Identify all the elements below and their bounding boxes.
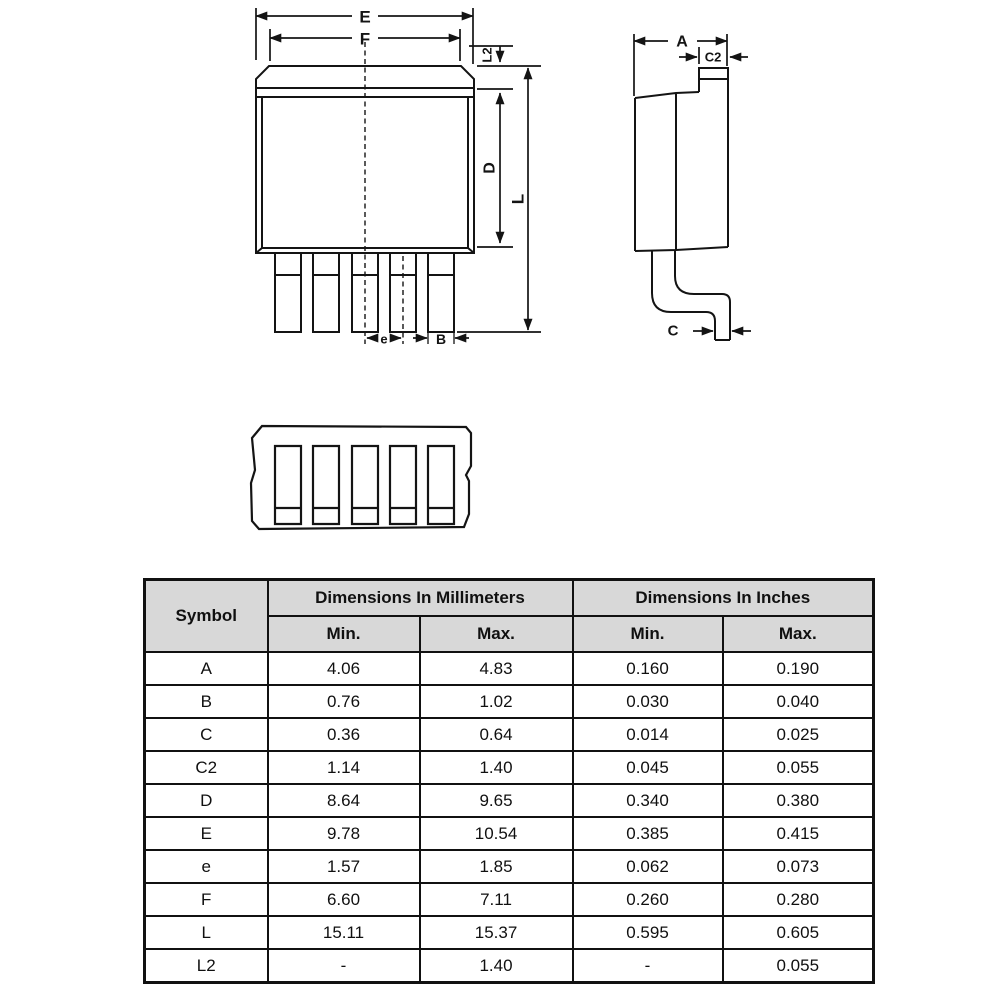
slot-4 bbox=[390, 446, 416, 524]
mm-max-cell: 7.11 bbox=[420, 883, 573, 916]
table-row bbox=[145, 784, 874, 817]
in-min-cell: 0.385 bbox=[573, 817, 723, 850]
table-row bbox=[145, 916, 874, 949]
header-in-min: Min. bbox=[573, 616, 723, 652]
table-row bbox=[145, 883, 874, 916]
mm-max-cell: 1.85 bbox=[420, 850, 573, 883]
dimensions-table-wrap bbox=[143, 578, 872, 984]
header-in-group: Dimensions In Inches bbox=[573, 580, 874, 616]
dim-C2 bbox=[679, 47, 748, 65]
side-body-outline bbox=[635, 92, 728, 251]
in-max-cell: 0.040 bbox=[723, 685, 874, 718]
mm-min-cell: 1.57 bbox=[268, 850, 420, 883]
mm-max-cell: 10.54 bbox=[420, 817, 573, 850]
dim-e bbox=[367, 332, 401, 347]
header-symbol: Symbol bbox=[145, 580, 268, 652]
dim-label-F: F bbox=[359, 29, 371, 49]
table-row bbox=[145, 652, 874, 685]
in-min-cell: 0.045 bbox=[573, 751, 723, 784]
bottom-view bbox=[251, 426, 471, 529]
header-mm-group: Dimensions In Millimeters bbox=[268, 580, 573, 616]
in-max-cell: 0.605 bbox=[723, 916, 874, 949]
dim-label-e: e bbox=[380, 331, 388, 347]
slot-5 bbox=[428, 446, 454, 524]
in-max-cell: 0.055 bbox=[723, 751, 874, 784]
dim-L2 bbox=[469, 46, 513, 63]
dim-label-A: A bbox=[676, 33, 688, 51]
in-min-cell: 0.030 bbox=[573, 685, 723, 718]
bottom-view-outline bbox=[251, 426, 471, 529]
table-row bbox=[145, 817, 874, 850]
in-min-cell: 0.062 bbox=[573, 850, 723, 883]
mm-min-cell: 0.36 bbox=[268, 718, 420, 751]
in-min-cell: 0.260 bbox=[573, 883, 723, 916]
symbol-cell: F bbox=[145, 883, 268, 916]
dim-label-E: E bbox=[359, 7, 371, 27]
in-min-cell: - bbox=[573, 949, 723, 983]
mm-max-cell: 0.64 bbox=[420, 718, 573, 751]
mm-min-cell: 15.11 bbox=[268, 916, 420, 949]
dim-L bbox=[457, 66, 541, 332]
front-view bbox=[256, 8, 541, 348]
pin-2 bbox=[313, 253, 339, 332]
header-mm-min: Min. bbox=[268, 616, 420, 652]
symbol-cell: L bbox=[145, 916, 268, 949]
mm-min-cell: 4.06 bbox=[268, 652, 420, 685]
in-max-cell: 0.190 bbox=[723, 652, 874, 685]
symbol-cell: L2 bbox=[145, 949, 268, 983]
symbol-cell: B bbox=[145, 685, 268, 718]
mm-min-cell: 1.14 bbox=[268, 751, 420, 784]
in-max-cell: 0.055 bbox=[723, 949, 874, 983]
symbol-cell: C bbox=[145, 718, 268, 751]
slot-3 bbox=[352, 446, 378, 524]
pin-1 bbox=[275, 253, 301, 332]
table-row bbox=[145, 850, 874, 883]
in-max-cell: 0.280 bbox=[723, 883, 874, 916]
symbol-cell: C2 bbox=[145, 751, 268, 784]
in-max-cell: 0.025 bbox=[723, 718, 874, 751]
in-min-cell: 0.160 bbox=[573, 652, 723, 685]
mm-min-cell: - bbox=[268, 949, 420, 983]
dim-A bbox=[634, 34, 727, 97]
dim-label-B: B bbox=[435, 331, 447, 347]
slot-2 bbox=[313, 446, 339, 524]
header-mm-max: Max. bbox=[420, 616, 573, 652]
table-row bbox=[145, 949, 874, 983]
dim-F bbox=[270, 29, 460, 61]
dim-D bbox=[477, 89, 513, 247]
dim-B bbox=[413, 331, 469, 347]
side-lead-outline bbox=[652, 250, 730, 340]
mm-max-cell: 1.40 bbox=[420, 751, 573, 784]
mm-max-cell: 1.02 bbox=[420, 685, 573, 718]
in-max-cell: 0.073 bbox=[723, 850, 874, 883]
slot-1 bbox=[275, 446, 301, 524]
mm-min-cell: 9.78 bbox=[268, 817, 420, 850]
table-row bbox=[145, 685, 874, 718]
dim-label-C: C bbox=[667, 322, 679, 340]
in-max-cell: 0.415 bbox=[723, 817, 874, 850]
dim-label-L2: L2 bbox=[479, 47, 495, 63]
mm-max-cell: 15.37 bbox=[420, 916, 573, 949]
symbol-cell: D bbox=[145, 784, 268, 817]
in-min-cell: 0.595 bbox=[573, 916, 723, 949]
in-max-cell: 0.380 bbox=[723, 784, 874, 817]
header-in-max: Max. bbox=[723, 616, 874, 652]
symbol-cell: e bbox=[145, 850, 268, 883]
mm-max-cell: 1.40 bbox=[420, 949, 573, 983]
mm-min-cell: 8.64 bbox=[268, 784, 420, 817]
in-min-cell: 0.014 bbox=[573, 718, 723, 751]
tab-outline bbox=[699, 68, 728, 92]
mm-max-cell: 4.83 bbox=[420, 652, 573, 685]
table-row bbox=[145, 718, 874, 751]
dim-label-L: L bbox=[508, 193, 528, 205]
dim-label-C2: C2 bbox=[704, 49, 722, 65]
mm-min-cell: 0.76 bbox=[268, 685, 420, 718]
symbol-cell: E bbox=[145, 817, 268, 850]
table-row bbox=[145, 751, 874, 784]
dim-C bbox=[668, 323, 751, 340]
pin-5 bbox=[428, 253, 454, 332]
in-min-cell: 0.340 bbox=[573, 784, 723, 817]
dimensions-table bbox=[143, 578, 875, 984]
mm-min-cell: 6.60 bbox=[268, 883, 420, 916]
side-view bbox=[634, 34, 751, 341]
dim-label-D: D bbox=[481, 162, 499, 174]
symbol-cell: A bbox=[145, 652, 268, 685]
mm-max-cell: 9.65 bbox=[420, 784, 573, 817]
